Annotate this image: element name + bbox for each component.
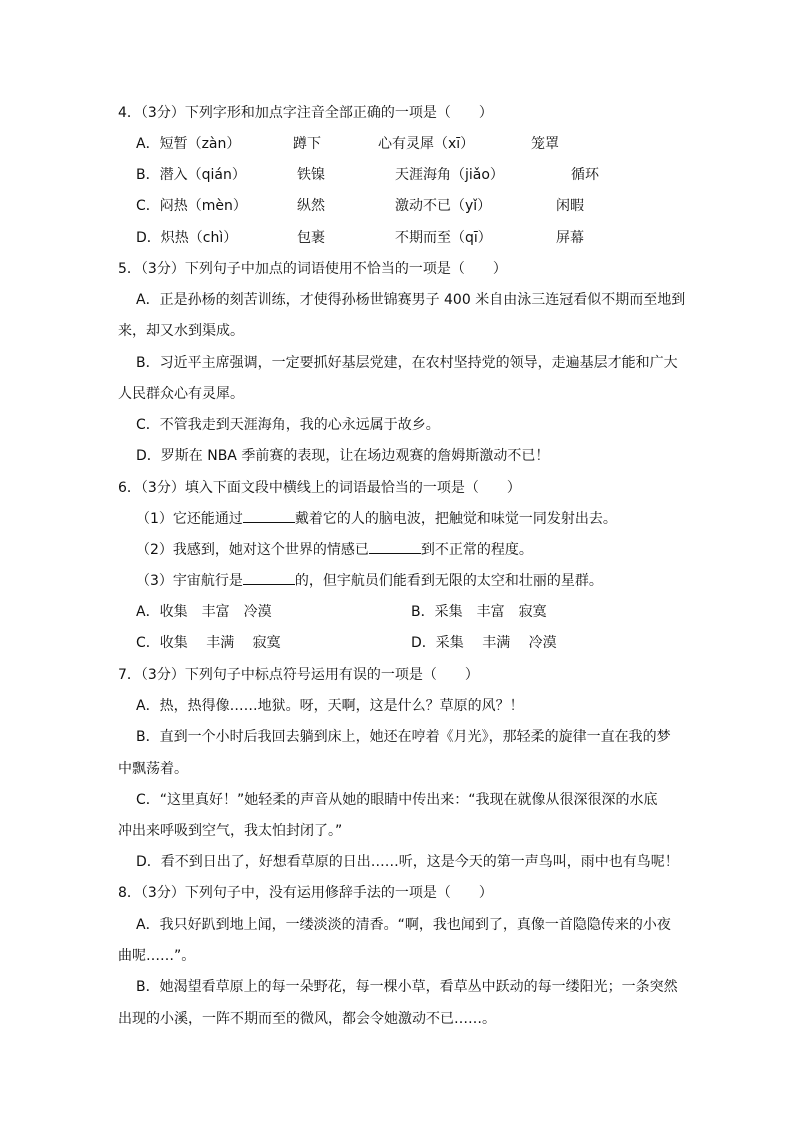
- q7-option-c-line1: C．“这里真好！”她轻柔的声音从她的眼睛中传出来：“我现在就像从很深很深的水底: [136, 792, 658, 808]
- q6-sentence-2-start: （2）我感到，她对这个世界的情感已: [136, 542, 369, 558]
- q6-option-a: A．收集 丰富 冷漠: [136, 604, 272, 620]
- q5-option-a-line2: 来，却又水到渠成。: [118, 323, 244, 339]
- q5-option-a-line1: A．正是孙杨的刻苦训练，才使得孙杨世锦赛男子 400 米自由泳三连冠看似不期而至地到: [136, 292, 686, 308]
- q4-option-d-word2: 包裹: [297, 230, 325, 246]
- q8-option-a-line1: A．我只好趴到地上闻，一缕淡淡的清香。“啊，我也闻到了，真像一首隐隐传来的小夜: [136, 917, 671, 933]
- q4-option-c-word3: 激动不已（yǐ）: [395, 198, 492, 214]
- q4-option-a: A．短暂（zàn）: [136, 136, 241, 152]
- q6-option-c: C．收集 丰满 寂寞: [136, 635, 281, 651]
- q6-sentence-2-end: 到不正常的程度。: [420, 542, 533, 558]
- q6-sentence-3-end: 的，但宇航员们能看到无限的太空和壮丽的星群。: [294, 573, 603, 589]
- q8-option-b-line1: B．她渴望看草原上的每一朵野花，每一棵小草，看草丛中跃动的每一缕阳光；一条突然: [136, 979, 678, 995]
- q4-option-d: D．炽热（chì）: [136, 230, 238, 246]
- q5-option-b-line2: 人民群众心有灵犀。: [118, 386, 244, 402]
- q7-option-d: D．看不到日出了，好想看草原的日出……听，这是今天的第一声鸟叫，雨中也有鸟呢！: [136, 854, 679, 870]
- q5-option-c: C．不管我走到天涯海角，我的心永远属于故乡。: [136, 417, 440, 433]
- q6-stem: 6．（3分）填入下面文段中横线上的词语最恰当的一项是（ ）: [118, 480, 521, 496]
- q6-blank-3: [243, 584, 295, 585]
- q6-blank-2: [369, 553, 421, 554]
- q4-option-b-word3: 天涯海角（jiǎo）: [395, 167, 504, 183]
- q5-option-b-line1: B．习近平主席强调，一定要抓好基层党建，在农村坚持党的领导，走遍基层才能和广大: [136, 355, 678, 371]
- q4-option-c-word2: 纵然: [297, 198, 325, 214]
- q4-option-b: B．潜入（qián）: [136, 167, 246, 183]
- q8-stem: 8．（3分）下列句子中，没有运用修辞手法的一项是（ ）: [118, 885, 493, 901]
- q7-option-b-line1: B．直到一个小时后我回去躺到床上，她还在哼着《月光》，那轻柔的旋律一直在我的梦: [136, 729, 671, 745]
- q8-option-a-line2: 曲呢……”。: [118, 948, 196, 964]
- q6-sentence-1: [136, 510, 617, 528]
- q4-option-d-word3: 不期而至（qī）: [395, 230, 492, 246]
- q4-option-a-word4: 笼罩: [531, 136, 559, 152]
- q4-option-b-word2: 铁镍: [297, 167, 325, 183]
- q4-option-b-word4: 循环: [571, 167, 599, 183]
- q6-option-b: B．采集 丰富 寂寞: [411, 604, 547, 620]
- q7-option-c-line2: 冲出来呼吸到空气，我太怕封闭了。”: [118, 823, 343, 839]
- q6-sentence-1-start: （1）它还能通过: [136, 511, 243, 527]
- q6-sentence-1-end: 戴着它的人的脑电波，把触觉和味觉一同发射出去。: [294, 511, 617, 527]
- q8-option-b-line2: 出现的小溪，一阵不期而至的微风，都会令她激动不已……。: [118, 1011, 496, 1027]
- q7-stem: 7．（3分）下列句子中标点符号运用有误的一项是（ ）: [118, 667, 479, 683]
- q6-blank-1: [243, 522, 295, 523]
- q6-sentence-3-start: （3）宇宙航行是: [136, 573, 243, 589]
- q7-option-b-line2: 中飘荡着。: [118, 761, 188, 777]
- q6-option-d: D．采集 丰满 冷漠: [411, 635, 557, 651]
- q6-sentence-2: [136, 541, 533, 559]
- q5-option-d: D．罗斯在 NBA 季前赛的表现，让在场边观赛的詹姆斯激动不已！: [136, 448, 550, 464]
- q4-option-c-word4: 闲暇: [556, 198, 584, 214]
- q4-stem: 4．（3分）下列字形和加点字注音全部正确的一项是（ ）: [118, 105, 493, 121]
- q5-stem: 5．（3分）下列句子中加点的词语使用不恰当的一项是（ ）: [118, 261, 507, 277]
- q4-option-d-word4: 屏幕: [556, 230, 584, 246]
- q4-option-a-word3: 心有灵犀（xī）: [378, 136, 475, 152]
- q4-option-c: C．闷热（mèn）: [136, 198, 247, 214]
- q7-option-a: A．热，热得像……地狱。呀，天啊，这是什么？草原的风？！: [136, 698, 524, 714]
- q4-option-a-word2: 蹲下: [293, 136, 321, 152]
- q6-sentence-3: [136, 572, 603, 590]
